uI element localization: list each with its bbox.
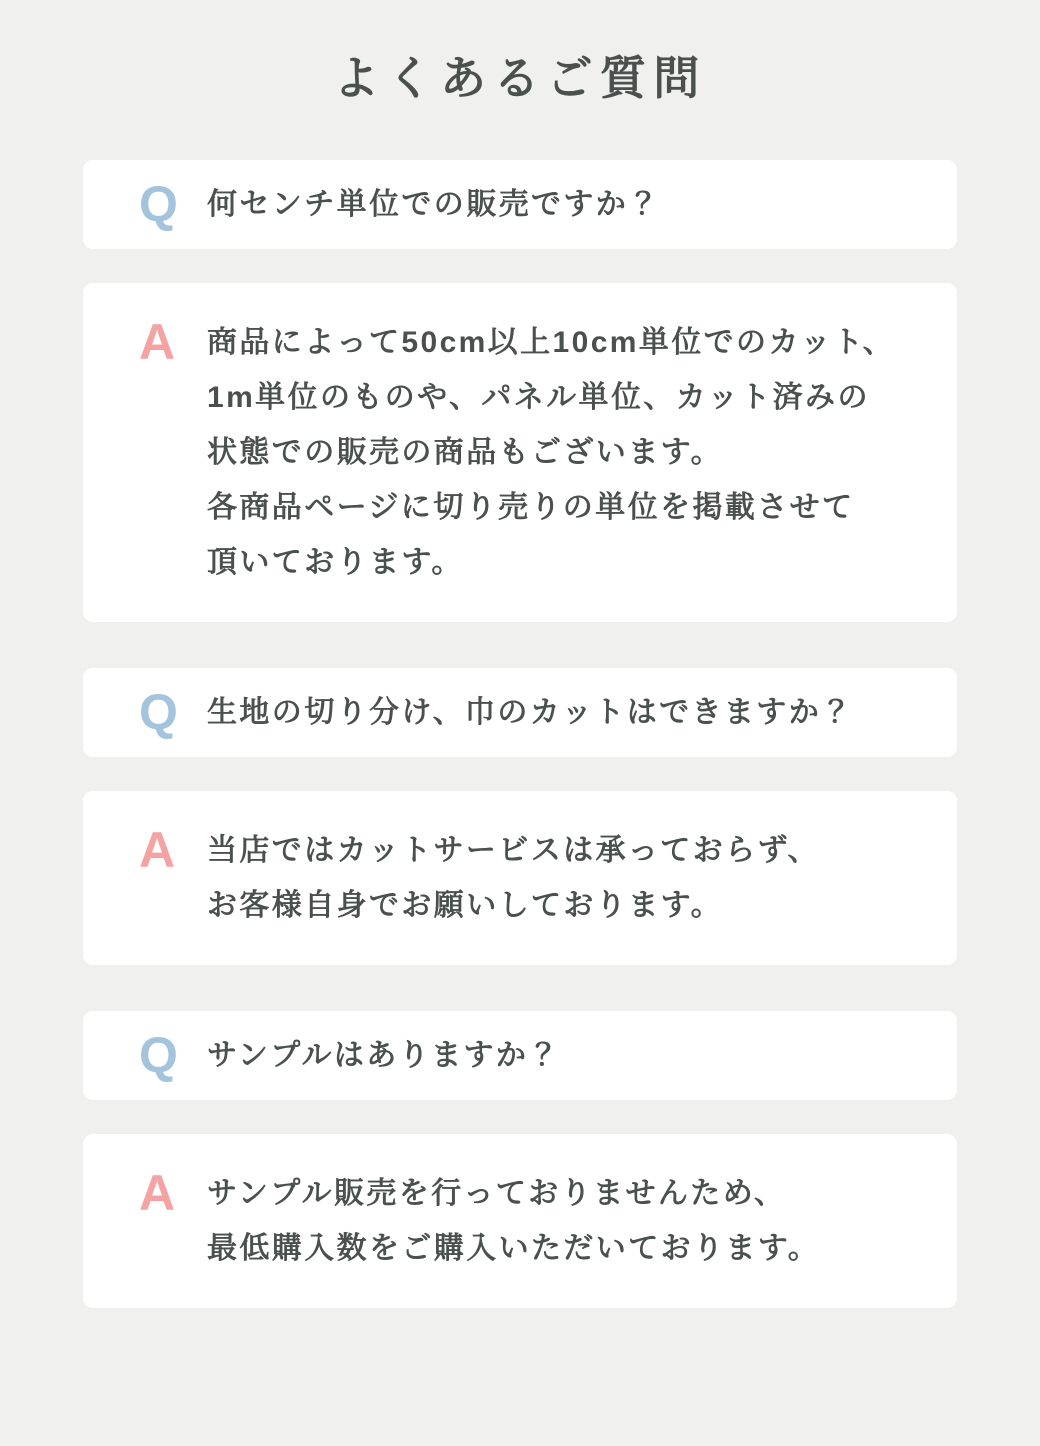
- a-letter: A: [139, 1165, 176, 1222]
- answer-text: [207, 823, 820, 933]
- answer-text: [207, 1166, 820, 1276]
- a-letter: A: [139, 314, 176, 371]
- answer-text: [207, 315, 895, 590]
- question-card: [83, 668, 957, 757]
- page-title: よくあるご質問: [333, 52, 707, 104]
- text-line: 商品によって50cm以上10cm単位でのカット、: [207, 326, 896, 360]
- answer-card: [83, 1134, 957, 1308]
- text-line: 生地の切り分け、巾のカットはできますか？: [207, 696, 854, 730]
- question-text: [207, 177, 661, 232]
- text-line: サンプルはありますか？: [207, 1039, 561, 1073]
- question-card: [83, 160, 957, 249]
- text-line: 最低購入数をご購入いただいております。: [207, 1232, 821, 1266]
- faq-list: [83, 160, 957, 1308]
- question-card: [83, 1011, 957, 1100]
- q-letter: Q: [139, 176, 178, 233]
- question-text: [207, 1028, 561, 1083]
- answer-card: [83, 283, 957, 622]
- question-text: [207, 685, 854, 740]
- text-line: 状態での販売の商品もございます。: [207, 436, 723, 470]
- text-line: サンプル販売を行っておりませんため、: [207, 1177, 787, 1211]
- q-letter: Q: [139, 1027, 178, 1084]
- text-line: 各商品ページに切り売りの単位を掲載させて: [207, 491, 855, 525]
- a-letter: A: [139, 822, 176, 879]
- answer-card: [83, 791, 957, 965]
- text-line: 頂いております。: [207, 546, 464, 580]
- text-line: 当店ではカットサービスは承っておらず、: [207, 834, 820, 868]
- text-line: 1m単位のものや、パネル単位、カット済みの: [207, 381, 870, 415]
- text-line: 何センチ単位での販売ですか？: [207, 188, 661, 222]
- text-line: お客様自身でお願いしております。: [207, 889, 723, 923]
- q-letter: Q: [139, 684, 178, 741]
